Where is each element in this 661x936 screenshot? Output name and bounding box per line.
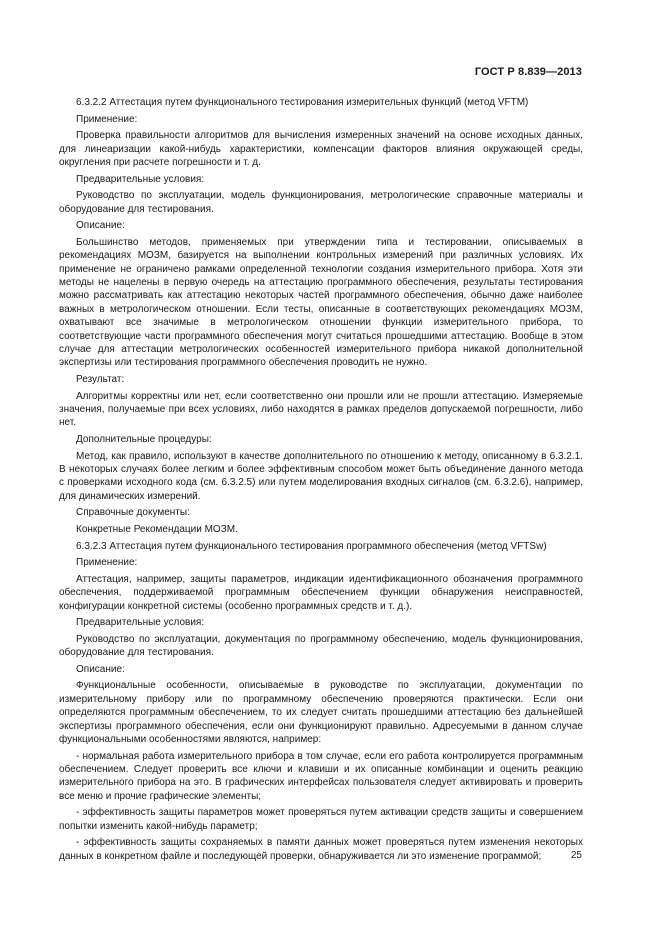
paragraph-application: Проверка правильности алгоритмов для вычисления измеренных значений на основе исходных данных, для линеаризации какой-нибудь характеристики, компенсации факторов влияния окружающей среды, округления при расчете погрешности и т. д. (59, 130, 583, 168)
paragraph-application-2: Аттестация, например, защиты параметров, индикации идентификационного обозначения программного обеспечения, поддерживаемой программным обеспечением функции обнаружения неисправностей, конфигурации конкретной системы (особенно программных средств и т. д.). (59, 573, 583, 612)
label-reference-documents: Справочные документы: (76, 507, 190, 519)
section-heading-6-3-2-3: 6.3.2.3 Аттестация путем функционального тестирования программного обеспечения (метод VFTSw) (76, 540, 547, 552)
list-item-data-protection: - эффективность защиты сохраняемых в памяти данных может проверяться путем изменения некоторых данных в конкретном файле и последующей проверки, обнаруживается ли это изменение программой; (59, 837, 583, 862)
label-additional-procedures: Дополнительные процедуры: (76, 434, 212, 446)
paragraph-reference-documents: Конкретные Рекомендации МОЗМ. (76, 524, 238, 536)
paragraph-preconditions-2: Руководство по эксплуатации, документация по программному обеспечению, модель функционирования, оборудование для тестирования. (59, 633, 583, 659)
label-description: Описание: (76, 220, 125, 232)
paragraph-description-2: Функциональные особенности, описываемые в руководстве по эксплуатации, документации по измерительному прибору или по программному обеспечению проверяются практически. Если они определяются программным обеспечением, то их следует считать прошедшими аттестацию без дальнейшей экспертизы программного обеспечения, если они функционируют правильно. Адресуемыми в данном случае функциональными особенностями являются, например: (59, 680, 583, 746)
document-body (59, 96, 583, 866)
label-preconditions: Предварительные условия: (76, 173, 205, 185)
label-description-2: Описание: (76, 663, 125, 675)
document-header: ГОСТ Р 8.839—2013 (474, 66, 582, 78)
label-preconditions-2: Предварительные условия: (76, 617, 205, 629)
list-item-parameter-protection: - эффективность защиты параметров может проверяться путем активации средств защиты и совершением попытки изменить какой-нибудь параметр; (59, 807, 583, 832)
section-heading-6-3-2-2: 6.3.2.2 Аттестация путем функционального тестирования измерительных функций (метод VFTM) (76, 97, 529, 108)
label-result: Результат: (76, 374, 125, 386)
label-application: Применение: (76, 113, 138, 125)
paragraph-result: Алгоритмы корректны или нет, если соответственно они прошли или не прошли аттестацию. Измеряемые значения, получаемые при всех условиях, либо находятся в рамках пределов допускаемой погрешности, либо нет. (59, 390, 583, 429)
paragraph-additional-procedures: Метод, как правило, используют в качестве дополнительного по отношению к методу, описанному в 6.3.2.1. В некоторых случаях более легким и более эффективным способом может быть объединение данного метода с проверками исходного кода (см. 6.3.2.5) или путем моделирования входных сигналов (см. 6.3.2.6), например, для динамических измерений. (59, 450, 583, 502)
paragraph-preconditions: Руководство по эксплуатации, модель функционирования, метрологические справочные материалы и оборудование для тестирования. (59, 190, 583, 215)
label-application-2: Применение: (76, 557, 138, 569)
list-item-normal-operation: - нормальная работа измерительного прибора в том случае, если его работа контролируется программным обеспечением. Следует проверить все ключи и клавиши и их описанные комбинации и оценить реакцию измерительного прибора на это. В графических интерфейсах пользователя следует активировать и проверить все меню и прочие графические элементы; (59, 750, 583, 802)
paragraph-description: Большинство методов, применяемых при утверждении типа и тестировании, описываемых в рекомендациях МОЗМ, базируется на выполнении контрольных измерений при различных условиях. Их применение не ограничено рамками определенной технологии создания измерительного прибора. Хотя эти методы не нацелены в первую очередь на аттестацию программного обеспечения, результаты тестирования можно рассматривать как аттестацию некоторых частей программного обеспечения, обычно даже наиболее важных в метрологическом отношении. Если тесты, описанные в соответствующих рекомендациях МОЗМ, охватывают все значимые в метрологическом отношении функции измерительного прибора, то соответствующие части программного обеспечения могут считаться прошедшими аттестацию. Вообще в этом случае для аттестации метрологических особенностей измерительного прибора никакой дополнительной экспертизы или тестирования программного обеспечения проводить не нужно. (59, 236, 583, 369)
page-number: 25 (570, 850, 582, 861)
